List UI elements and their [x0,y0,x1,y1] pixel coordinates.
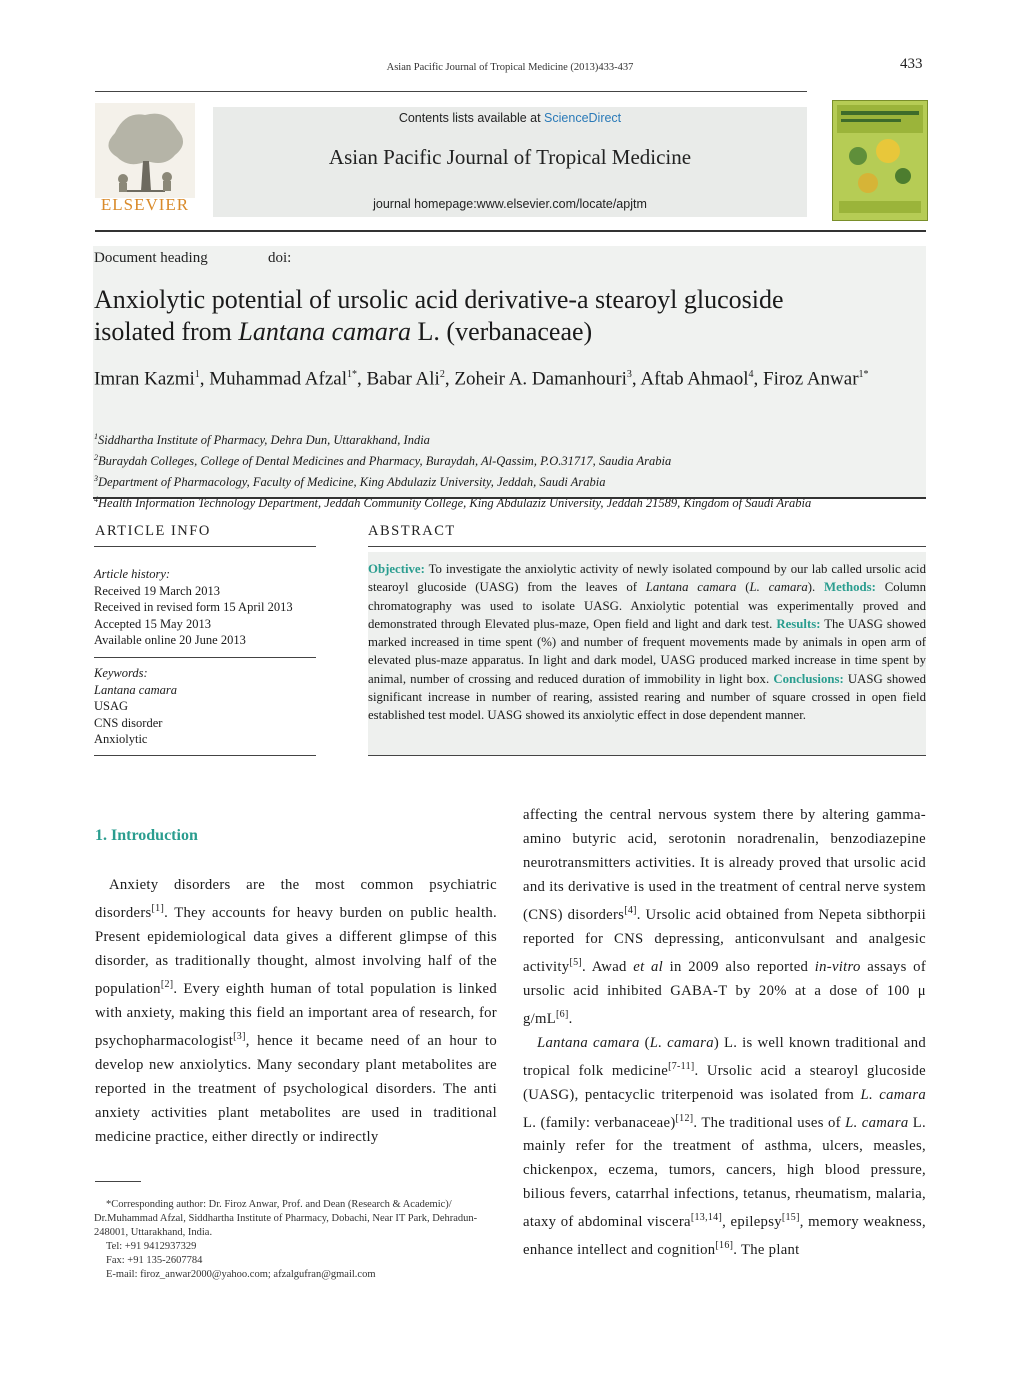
journal-banner [213,107,807,217]
author-name: Muhammad Afzal [209,368,347,390]
keywords: Keywords: Lantana camara USAG CNS disorder Anxiolytic [94,665,316,748]
keyword: CNS disorder [94,715,163,730]
cover-image [833,101,927,220]
author-list: Imran Kazmi$^1$, Muhammad Afzal$^{1*}$, Babar Ali$^2$, Zoheir A. Damanhouri$^3$, Aftab Ahmaol$^4$, Firoz Anwar$^{1*}$ [94,368,869,390]
contents-available: Contents lists available at ScienceDirect [398,111,622,125]
header-rule [95,91,807,92]
footnote-rule [95,1181,141,1182]
keywords-bottom-rule [94,755,316,756]
article-info-heading: ARTICLE INFO [95,523,211,539]
abstract-text: Objective: To investigate the anxiolytic activity of newly isolated compound by our lab called ursolic acid stearoyl glucoside (UASG) from the leaves of Lantana camara (L. camara). Methods: Column chromatography was used to isolate UASG. Anxiolytic potential was experimentally proved and demonstrated through Elevated plus-maze, Open field and light and dark test. Results: The UASG showed marked increased in time spent (%) and number of frequent movements made by animals in open arm of elevated plus-maze apparatus. In light and dark model, UASG produced marked increase in time spent by animal, number of crossing and reduced duration of immobility in light box. Conclusions: UASG showed significant increase in number of rearing, assisted rearing and number of square crossed in open field established test model. UASG showed its anxiolytic effect in dose dependent manner. [368,562,926,723]
author-name: Babar Ali [366,368,440,390]
affiliation-item: $^3$Department of Pharmacology, Faculty of Medicine, King Abdulaziz University, Jeddah, Saudi Arabia [94,474,606,490]
author-name: Imran Kazmi [94,368,195,390]
journal-cover [832,100,928,221]
journal-homepage[interactable]: journal homepage:www.elsevier.com/locate/apjtm [373,197,647,211]
publisher-name: ELSEVIER [100,195,190,214]
keyword: Anxiolytic [94,732,148,746]
journal-title: Asian Pacific Journal of Tropical Medicine [328,145,692,169]
affiliation-item: $^4$Health Information Technology Department, Jeddah Community College, King Abdulaziz University, Jeddah 21589, Kingdom of Saudi Arabia [94,495,812,511]
body-column-left: Anxiety disorders are the most common psychiatric disorders[1]. They accounts for heavy burden on public health. Present epidemiological data gives a different glimpse of this disorder, as traditionally thought, almost involving half of the population[2]. Every eighth human of total population is linked with anxiety, making this field an important area of research, for psychopharmacologist[3], hence it became need of an hour to develop new anxiolytics. Many secondary plant metabolites are reported in the treatment of psychological disorders. The anti anxiety activities plant metabolites are used in traditional medicine practice, either directly or indirectly [95,877,497,1145]
author-name: Firoz Anwar [763,368,859,390]
article-info-rule [94,546,316,547]
sciencedirect-link[interactable]: ScienceDirect [544,111,622,125]
abstract-bottom-rule [368,755,926,756]
introduction-heading: 1. Introduction [95,827,198,844]
elsevier-logo [95,103,195,215]
corresponding-author-footnote: *Corresponding author: Dr. Firoz Anwar, Prof. and Dean (Research & Academic)/ Dr.Muhammad Afzal, Siddhartha Institute of Pharmacy, Dobachi, Near IT Park, Dehradun-248001, Uttarakhand, India. Tel: +91 9412937329 Fax: +91 135-2607784 E-mail: firoz_anwar2000@yahoo.com; afzalgufran@gmail.com [94,1198,496,1282]
author-name: Zoheir A. Damanhouri [454,368,627,390]
affiliation-item: $^2$Buraydah Colleges, College of Dental Medicines and Pharmacy, Buraydah, Al-Qassim, P.O.31717, Saudia Arabia [94,453,672,469]
abstract-rule [368,546,926,547]
keywords-rule [94,657,316,658]
article-history: Article history: Received 19 March 2013 Received in revised form 15 April 2013 Accepted 15 May 2013 Available online 20 June 2013 [94,567,293,647]
page-number: 433 [900,56,923,72]
running-head: Asian Pacific Journal of Tropical Medicine (2013)433-437 [386,62,634,73]
body-column-right: affecting the central nervous system there by altering gamma-amino butyric acid, serotonin noradrenalin, benzodiazepine neurotransmitters activities. It is already proved that ursolic acid and its derivative is used in the treatment of central nerve system (CNS) disorders[4]. Ursolic acid obtained from Nepeta sibthorpii reported for CNS depressing, anticonvulsant and analgesic activity[5]. Awad et al in 2009 also reported in-vitro assays of ursolic acid inhibited GABA-T by 20% at a dose of 100 μ g/mL[6]. Lantana camara (L. camara) L. is well known traditional and tropical folk medicine[7-11]. Ursolic acid a stearoyl glucoside (UASG), pentacyclic triterpenoid was isolated from L. camara L. (family: verbanaceae)[12]. The traditional uses of L. camara L. mainly refer for the treatment of asthma, ulcers, measles, chickenpox, eczema, tumors, cancers, high blood pressure, bilious fevers, catarrhal infections, tetanus, rheumatism, malaria, ataxy of abdominal viscera[13,14], epilepsy[15], memory weakness, enhance intellect and cognition[16]. The plant [523,807,927,1259]
affiliation-item: $^1$Siddhartha Institute of Pharmacy, Dehra Dun, Uttarakhand, India [94,432,430,448]
document-heading: Document heading [94,250,208,266]
banner-bottom-rule [95,230,926,232]
title-bottom-rule [93,497,926,499]
abstract-heading: ABSTRACT [368,523,456,539]
author-name: Aftab Ahmaol [640,368,749,390]
email-links[interactable]: E-mail: firoz_anwar2000@yahoo.com; afzalgufran@gmail.com [106,1269,376,1280]
affiliations [94,428,926,513]
keyword: USAG [94,699,129,713]
keyword: Lantana camara [94,682,177,697]
article-title: Anxiolytic potential of ursolic acid derivative-a stearoyl glucoside isolated from Lantana camara L. (verbanaceae) [94,285,784,346]
doi-label: doi: [268,250,292,266]
